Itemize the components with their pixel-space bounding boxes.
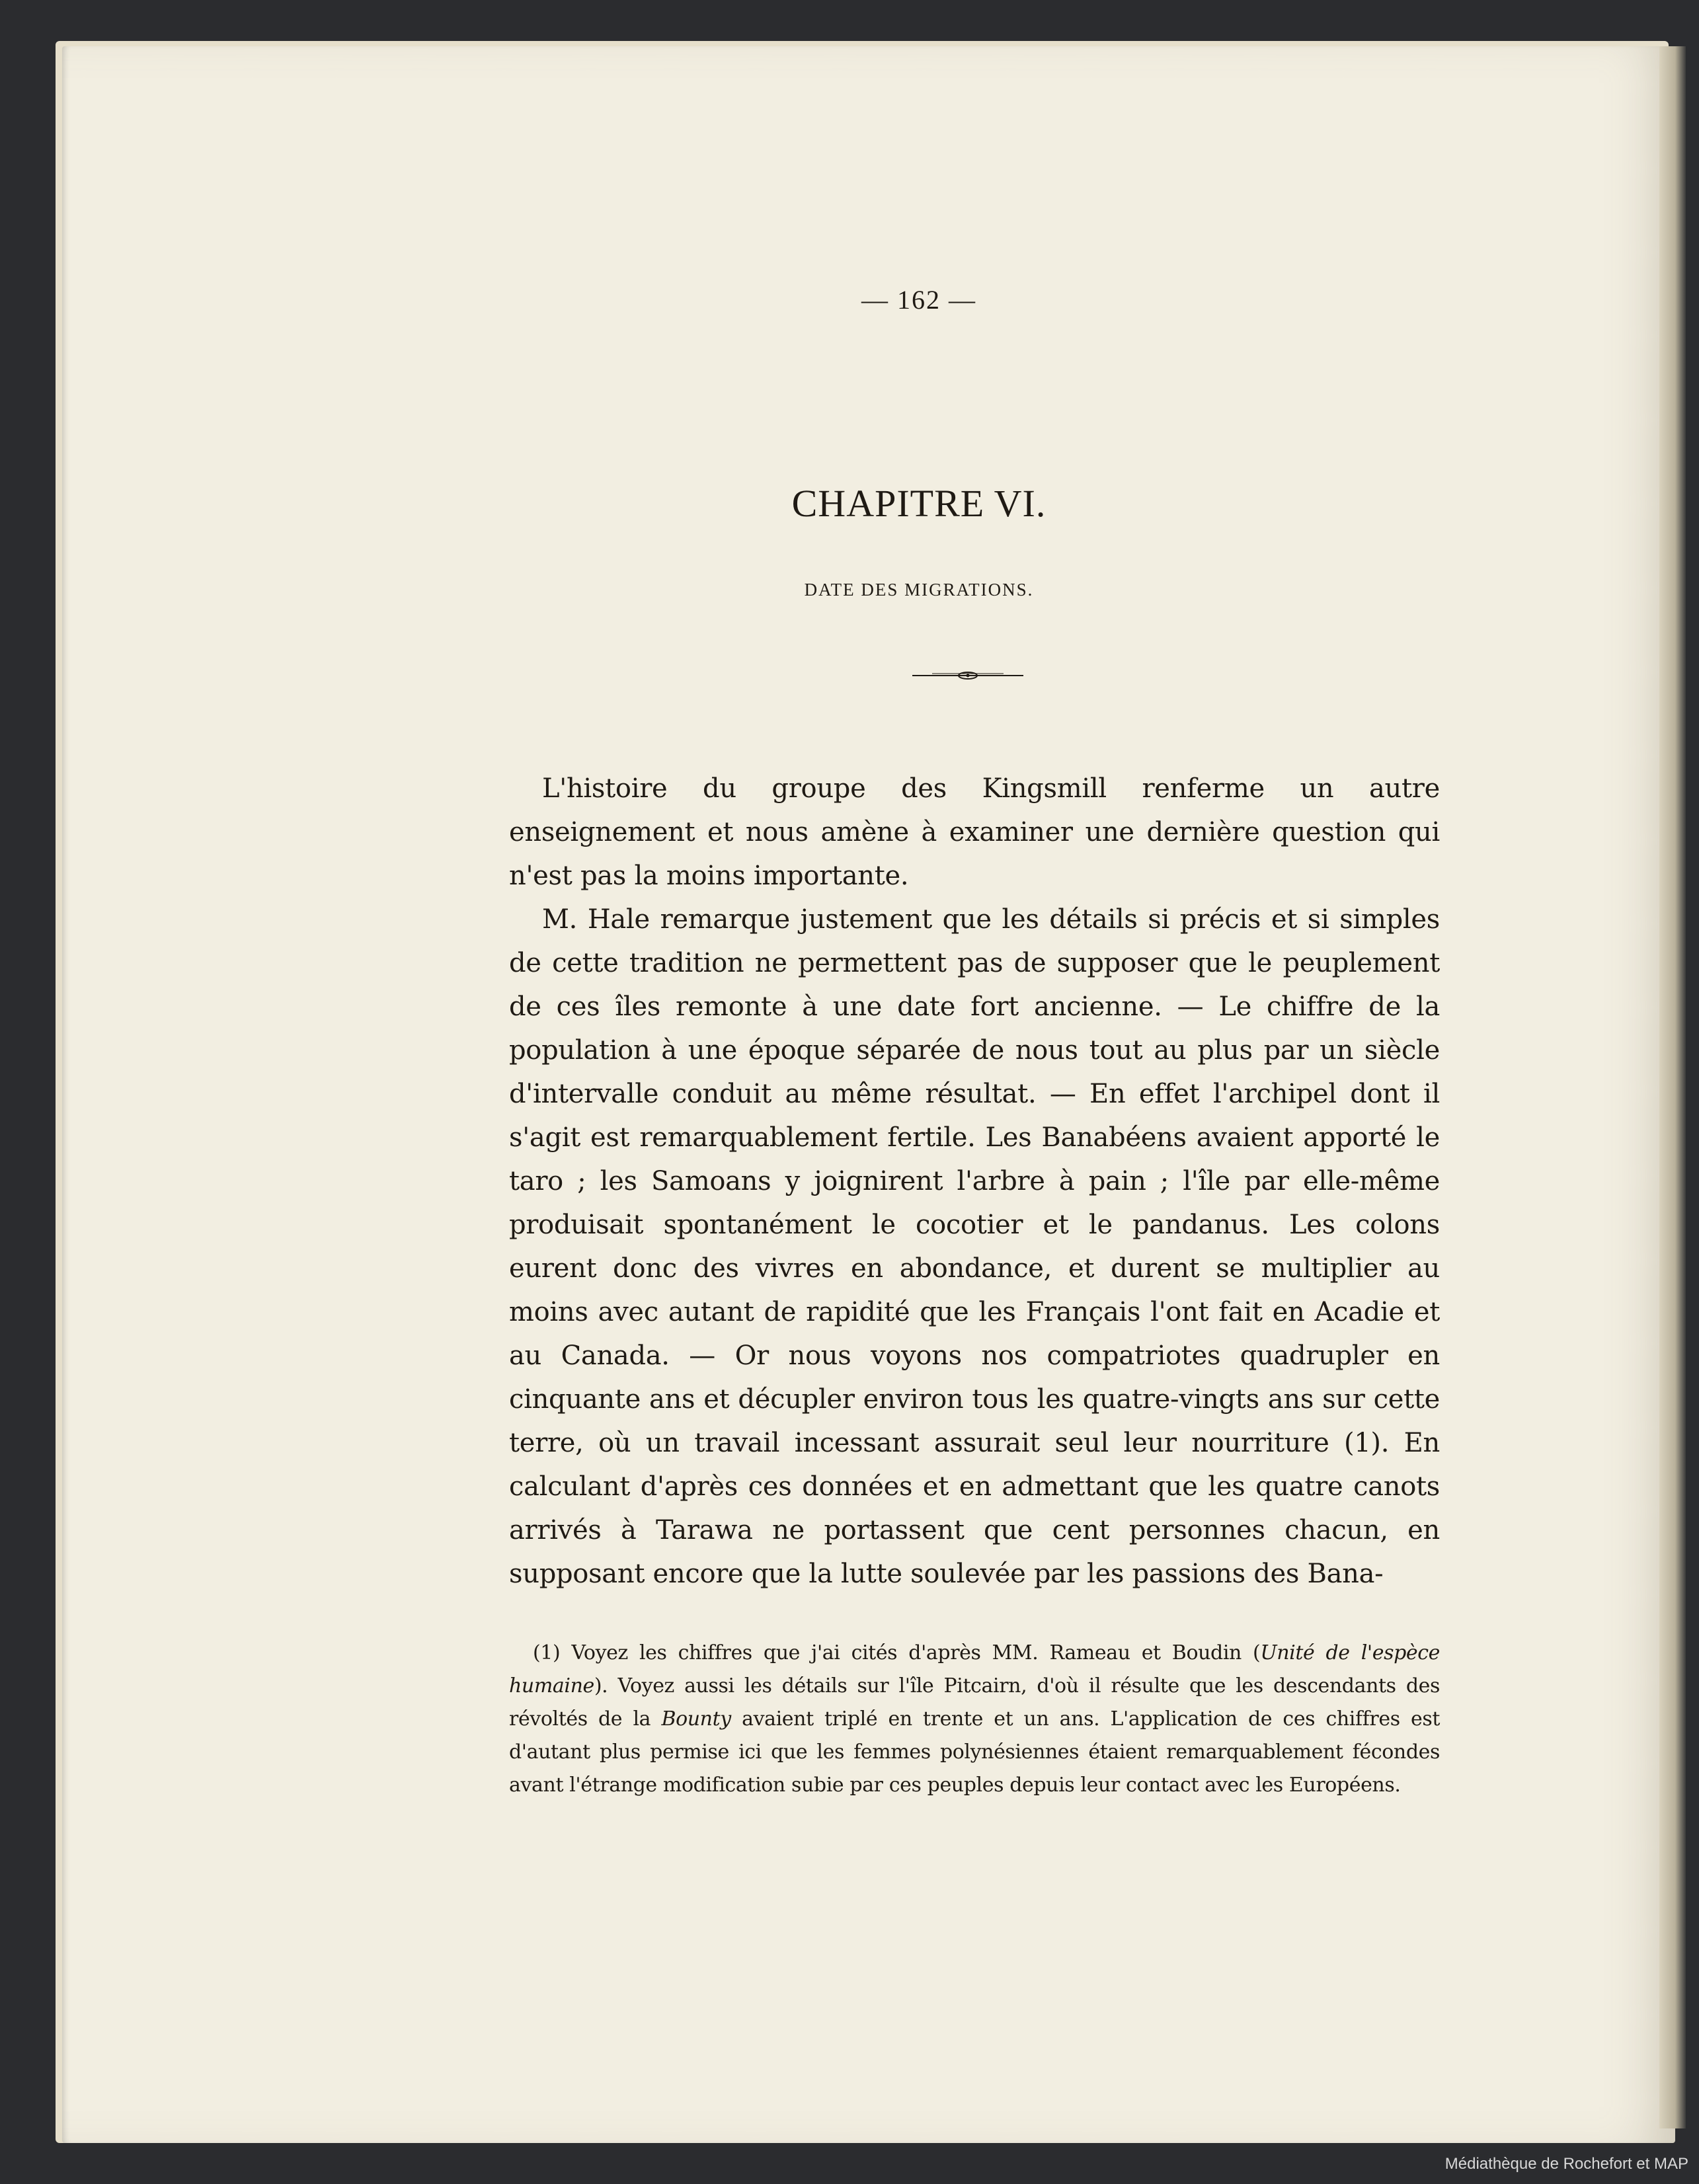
footnote-book-title: Unité de l'espèce humaine (509, 1641, 1441, 1697)
footnote-text: Voyez les chiffres que j'ai cités d'après MM. Rameau et Boudin ( (571, 1641, 1261, 1664)
page-edge-shadow (1659, 46, 1686, 2128)
body-text (509, 767, 1440, 1596)
credit-watermark: Médiathèque de Rochefort et MAP (1444, 2155, 1688, 2173)
chapter-subtitle: DATE DES MIGRATIONS. (804, 580, 1034, 600)
footnote-marker: (1) (533, 1641, 561, 1664)
footnote (509, 1637, 1440, 1802)
footnote-ship-name: Bounty (661, 1707, 731, 1731)
paragraph: L'histoire du groupe des Kingsmill renferme un autre enseignement et nous amène à examiner une dernière question qui n'est pas la moins importante. (509, 773, 1440, 891)
ornamental-rule-icon (912, 669, 1023, 682)
footnote-text: ). Voyez aussi les détails sur l'île Pitcairn, d'où il résulte que les descendants des révoltés de la (509, 1674, 1440, 1731)
paragraph: M. Hale remarque justement que les détails si précis et si simples de cette tradition ne permettent pas de supposer que le peuplement de ces îles remonte à une date fort ancienne. — Le chiffre de la population à une époque séparée de nous tout au plus par un siècle d'intervalle conduit au même résultat. — En effet l'archipel dont il s'agit est remarquablement fertile. Les Banabéens avaient apporté le taro ; les Samoans y joignirent l'arbre à pain ; l'île par elle-même produisait spontanément le cocotier et le pandanus. Les colons eurent donc des vivres en abondance, et durent se multiplier au moins avec autant de rapidité que les Français l'ont fait en Acadie et au Canada. — Or nous voyons nos compatriotes quadrupler en cinquante ans et décupler environ tous les quatre-vingts ans sur cette terre, où un travail incessant assurait seul leur nourriture (1). En calculant d'après ces données et en admettant que les quatre canots arrivés à Tarawa ne portassent que cent personnes chacun, en supposant encore que la lutte soulevée par les passions des Bana- (509, 904, 1440, 1589)
footnote-text: avaient triplé en trente et un ans. L'application de ces chiffres est d'autant plus permise ici que les femmes polynésiennes étaient remarquablement fécondes avant l'étrange modification subie par ces peuples depuis leur contact avec les Européens. (509, 1707, 1440, 1797)
page-number: — 162 — (861, 285, 976, 315)
chapter-title: CHAPITRE VI. (791, 482, 1047, 525)
